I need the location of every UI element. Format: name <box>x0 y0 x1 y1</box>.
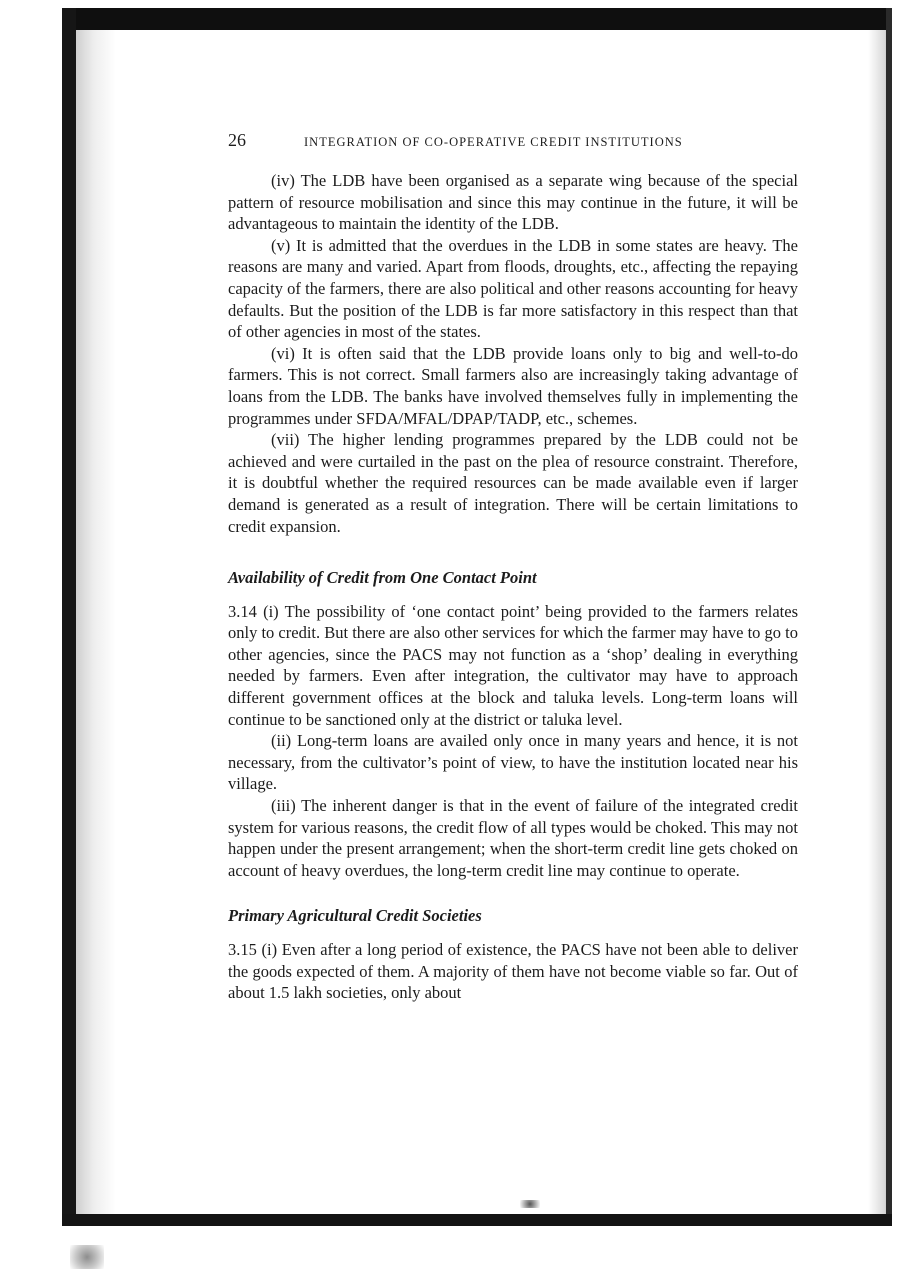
paragraph-v: (v) It is admitted that the overdues in the LDB in some states are heavy. The reasons are many and varied. Apart from floods, droughts, etc., affecting the repaying capacity of the farmers, there are also political and other reasons accounting for heavy defaults. But the position of the LDB is far more satisfactory in this respect than that of other agencies in most of the states. <box>228 235 798 342</box>
scan-left-edge <box>62 8 76 1223</box>
paragraph-3-15-i: 3.15 (i) Even after a long period of existence, the PACS have not been able to deliver the goods expected of them. A majority of them have not become viable so far. Out of about 1.5 lakh societies, only about <box>228 940 798 1003</box>
scan-smudge <box>520 1200 540 1208</box>
paragraph-vii: (vii) The higher lending programmes prepared by the LDB could not be achieved and were curtailed in the past on the plea of resource constraint. Therefore, it is doubtful whether the required resources can be made available even if larger demand is generated as a result of integration. There will be certain limitations to credit expansion. <box>228 430 798 536</box>
paragraph-3-14-ii: (ii) Long-term loans are availed only once in many years and hence, it is not necessary, from the cultivator’s point of view, to have the institution located near his village. <box>228 731 798 794</box>
running-head <box>228 130 798 158</box>
section-heading-pacs: Primary Agricultural Credit Societies <box>228 906 482 926</box>
section-heading-contact-point: Availability of Credit from One Contact Point <box>228 568 537 588</box>
scan-bottom-edge <box>62 1214 892 1226</box>
paragraph-iv: (iv) The LDB have been organised as a separate wing because of the special pattern of resource mobilisation and since this may continue in the future, it will be advantageous to maintain the identity of the LDB. <box>228 171 798 234</box>
scan-blot <box>70 1245 104 1269</box>
running-title: INTEGRATION OF CO-OPERATIVE CREDIT INSTITUTIONS <box>304 135 683 149</box>
scan-right-edge <box>886 8 892 1226</box>
scan-top-edge <box>62 8 892 30</box>
paragraph-vi: (vi) It is often said that the LDB provide loans only to big and well-to-do farmers. This is not correct. Small farmers also are increasingly taking advantage of loans from the LDB. The banks have involved themselves fully in implementing the programmes under SFDA/MFAL/DPAP/TADP, etc., schemes. <box>228 343 798 428</box>
paragraph-3-14-i: 3.14 (i) The possibility of ‘one contact point’ being provided to the farmers relates only to credit. But there are also other services for which the farmer may have to go to other agencies, since the PACS may not function as a ‘shop’ dealing in everything needed by farmers. Even after integration, the cultivator may have to approach different government offices at the block and taluka levels. Long-term loans will continue to be sanctioned only at the district or taluka level. <box>228 601 798 729</box>
book-page <box>228 130 798 1004</box>
page-number: 26 <box>228 130 246 150</box>
scan-binding-shadow <box>76 30 116 1223</box>
paragraph-3-14-iii: (iii) The inherent danger is that in the event of failure of the integrated credit system for various reasons, the credit flow of all types would be choked. This may not happen under the present arrangement; when the short-term credit line gets choked on account of heavy overdues, the long-term credit line may continue to operate. <box>228 796 798 880</box>
